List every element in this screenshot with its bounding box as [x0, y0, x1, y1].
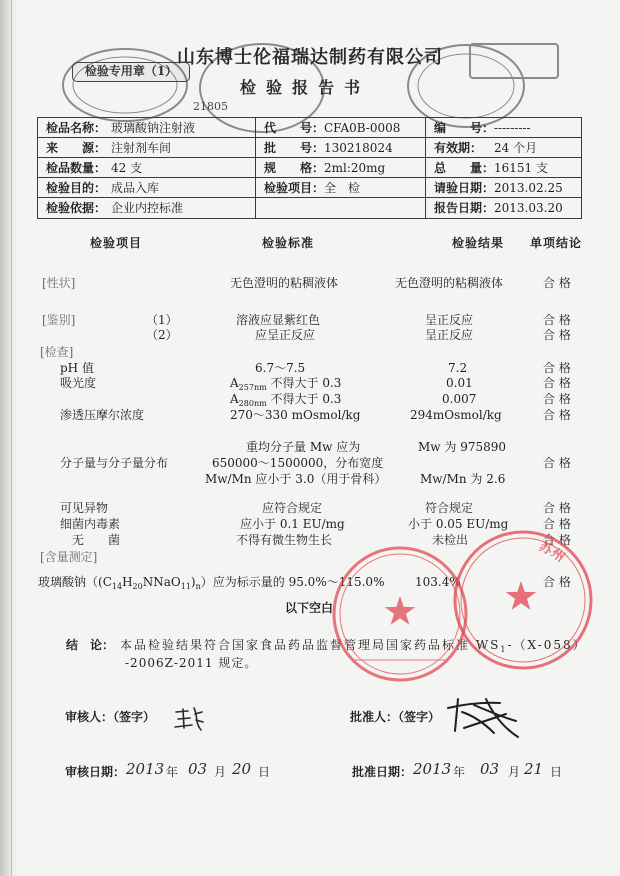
reviewer-signature	[175, 708, 203, 730]
approver-label: 批准人：（签字）	[350, 710, 441, 724]
review-date-year-unit: 年	[166, 765, 179, 779]
identification-no: （1）	[146, 313, 178, 327]
identification-verdict: 合 格	[543, 328, 571, 342]
endotoxin-name: 细菌内毒素	[60, 517, 121, 531]
field-label: 报告日期：	[434, 201, 495, 215]
document-title: 检验报告书	[239, 78, 370, 97]
appearance-result: 无色澄明的粘稠液体	[395, 276, 504, 290]
field-label: 总 量：	[434, 160, 495, 175]
formula-part: H	[122, 575, 133, 589]
field-label: 检验依据：	[46, 201, 107, 215]
info-cell	[426, 178, 581, 197]
field-value: 24 个月	[494, 140, 538, 155]
osmolality-standard: 270～330 mOsmol/kg	[230, 408, 361, 422]
field-label: 代 号：	[264, 120, 325, 135]
field-label: 检品名称：	[46, 120, 107, 135]
document-number-fragment: 21805	[193, 100, 228, 113]
identification-standard: 应呈正反应	[255, 328, 316, 342]
info-row	[38, 118, 581, 138]
review-date-day-unit: 日	[258, 765, 271, 779]
molecular-weight-standard-line: 重均分子量 Mw 应为	[246, 440, 361, 454]
formula-subscript: 14	[111, 582, 123, 591]
field-label: 检验目的：	[46, 180, 107, 195]
absorbance-verdict-257: 合 格	[543, 376, 571, 390]
formula-part: NNaO	[142, 575, 181, 589]
absorbance-verdict-280: 合 格	[543, 392, 571, 406]
blank-below-note: 以下空白	[285, 601, 334, 615]
absorbance-wavelength: 280nm	[238, 399, 267, 408]
ph-name: pH 值	[60, 361, 94, 375]
approve-date-day-unit: 日	[550, 765, 563, 779]
field-value: 注射剂车间	[111, 140, 172, 155]
absorbance-standard-257	[230, 376, 341, 390]
reviewer-label: 审核人：（签字）	[65, 710, 156, 724]
assay-result: 103.4%	[415, 575, 461, 589]
sterility-verdict: 合 格	[543, 533, 571, 547]
column-header-standard: 检验标准	[262, 236, 315, 250]
conclusion-subscript: 1	[500, 645, 508, 654]
formula-part: ）	[200, 575, 213, 589]
absorbance-name: 吸光度	[60, 376, 97, 390]
assay-requirement	[38, 575, 384, 589]
conclusion-line-2: -2006Z-2011 规定。	[125, 656, 258, 670]
visible-particles-standard: 应符合规定	[262, 501, 323, 515]
info-cell	[426, 158, 581, 177]
inspection-seal-label: 检验专用章（1）	[72, 62, 190, 82]
sample-info-table	[37, 117, 582, 219]
approve-date-year-unit: 年	[453, 765, 466, 779]
section-assay: [含量测定]	[40, 550, 98, 564]
identification-result: 呈正反应	[425, 313, 474, 327]
osmolality-verdict: 合 格	[543, 408, 571, 422]
column-header-result: 检验结果	[452, 236, 505, 250]
partner-seal-lettering: 苏州	[536, 539, 568, 566]
field-label: 批 号：	[264, 140, 325, 155]
info-cell	[38, 138, 256, 157]
info-cell	[38, 158, 256, 177]
identification-result: 呈正反应	[425, 328, 474, 342]
field-value: 16151 支	[494, 160, 548, 175]
section-appearance: [性状]	[42, 276, 76, 290]
field-label: 请验日期：	[434, 180, 495, 195]
osmolality-name: 渗透压摩尔浓度	[60, 408, 145, 422]
field-value: 2013.02.25	[494, 180, 563, 195]
formula-part: )	[190, 575, 196, 589]
seal-star-icon	[506, 581, 536, 610]
osmolality-result: 294mOsmol/kg	[410, 408, 502, 422]
sterility-name: 无 菌	[72, 533, 121, 547]
conclusion-text: -（X-058）	[507, 638, 587, 652]
absorbance-symbol: A	[230, 392, 239, 406]
approve-date-month-unit: 月	[508, 765, 521, 779]
ph-result: 7.2	[448, 361, 468, 375]
formula-part: （(C	[86, 575, 112, 589]
review-date-year: 2013	[126, 760, 165, 778]
field-label: 编 号：	[434, 120, 495, 135]
info-cell	[38, 198, 256, 218]
info-cell	[256, 178, 426, 197]
review-date-day: 20	[232, 760, 252, 778]
endotoxin-verdict: 合 格	[543, 517, 571, 531]
approve-date-month: 03	[480, 760, 500, 778]
visible-particles-result: 符合规定	[425, 501, 474, 515]
endotoxin-standard: 应小于 0.1 EU/mg	[240, 517, 345, 531]
molecular-weight-name: 分子量与分子量分布	[60, 456, 169, 470]
identification-no: （2）	[146, 328, 178, 342]
info-cell	[426, 118, 581, 137]
conclusion-text: 本品检验结果符合国家食品药品监督管理局国家药品标准 WS	[120, 638, 501, 652]
ph-verdict: 合 格	[543, 361, 571, 375]
info-cell	[426, 138, 581, 157]
conclusion-line-1	[120, 638, 587, 652]
visible-particles-verdict: 合 格	[543, 501, 571, 515]
field-value: 玻璃酸钠注射液	[111, 120, 196, 135]
approve-date-year: 2013	[413, 760, 452, 778]
absorbance-result-280: 0.007	[442, 392, 477, 406]
info-cell	[256, 138, 426, 157]
scan-shadow	[0, 0, 18, 876]
appearance-verdict: 合 格	[543, 276, 571, 290]
formula-subscript: 20	[132, 582, 143, 591]
field-value: 2013.03.20	[494, 201, 563, 215]
field-value: CFA0B-0008	[324, 120, 401, 135]
ph-standard: 6.7～7.5	[255, 361, 306, 375]
field-value: 2ml:20mg	[324, 160, 386, 175]
molecular-weight-standard-line: 650000～1500000，分布宽度	[212, 456, 384, 470]
field-label: 检品数量：	[46, 160, 107, 175]
info-cell	[38, 178, 256, 197]
identification-standard: 溶液应显紫红色	[236, 313, 321, 327]
review-date-month: 03	[188, 760, 208, 778]
filing-box-stamp	[470, 44, 558, 78]
assay-verdict: 合 格	[543, 575, 571, 589]
formula-subscript: n	[195, 582, 201, 591]
info-cell	[256, 158, 426, 177]
review-date-label: 审核日期：	[65, 765, 126, 779]
absorbance-symbol: A	[230, 376, 239, 390]
field-label: 来 源：	[46, 140, 107, 155]
sterility-result: 未检出	[432, 533, 469, 547]
sterility-standard: 不得有微生物生长	[236, 533, 333, 547]
identification-verdict: 合 格	[543, 313, 571, 327]
info-row	[38, 198, 581, 218]
column-header-item: 检验项目	[90, 236, 143, 250]
field-value: 成品入库	[111, 180, 160, 195]
approve-date-label: 批准日期：	[352, 765, 413, 779]
info-cell	[38, 118, 256, 137]
field-label: 有效期：	[434, 140, 483, 155]
company-seal-red	[334, 548, 466, 680]
assay-name: 玻璃酸钠	[38, 575, 87, 589]
assay-standard: 应为标示量的 95.0%～115.0%	[212, 575, 385, 589]
field-label: 规 格：	[264, 160, 325, 175]
info-row	[38, 158, 581, 178]
visible-particles-name: 可见异物	[60, 501, 109, 515]
molecular-weight-verdict: 合 格	[543, 456, 571, 470]
field-value: 42 支	[111, 160, 143, 175]
endotoxin-result: 小于 0.05 EU/mg	[408, 517, 509, 531]
section-identification: [鉴别]	[42, 313, 76, 327]
absorbance-result-257: 0.01	[446, 376, 473, 390]
absorbance-wavelength: 257nm	[238, 383, 267, 392]
info-row	[38, 138, 581, 158]
info-row	[38, 178, 581, 198]
info-cell-empty	[256, 198, 426, 218]
seal-star-icon	[385, 596, 415, 625]
field-value: 全 检	[324, 180, 361, 195]
review-date-month-unit: 月	[214, 765, 227, 779]
field-value: ---------	[494, 120, 531, 135]
section-checks: [检查]	[40, 345, 74, 359]
info-cell	[426, 198, 581, 218]
field-label: 检验项目：	[264, 180, 325, 195]
absorbance-standard-280	[230, 392, 341, 406]
column-header-verdict: 单项结论	[530, 236, 583, 250]
absorbance-limit: 不得大于 0.3	[266, 376, 342, 390]
formula-subscript: 11	[180, 582, 191, 591]
absorbance-limit: 不得大于 0.3	[266, 392, 342, 406]
company-name: 山东博士伦福瑞达制药有限公司	[177, 47, 443, 68]
molecular-weight-result-line: Mw 为 975890	[418, 440, 506, 454]
molecular-weight-standard-line: Mw/Mn 应小于 3.0（用于骨科）	[205, 472, 387, 486]
scan-line	[11, 0, 12, 876]
field-value: 企业内控标准	[111, 201, 184, 215]
approver-signature	[448, 699, 518, 737]
conclusion-label: 结 论：	[66, 638, 115, 652]
appearance-standard: 无色澄明的粘稠液体	[230, 276, 339, 290]
molecular-weight-result-line: Mw/Mn 为 2.6	[420, 472, 506, 486]
info-cell	[256, 118, 426, 137]
approve-date-day: 21	[524, 760, 544, 778]
field-value: 130218024	[324, 140, 393, 155]
